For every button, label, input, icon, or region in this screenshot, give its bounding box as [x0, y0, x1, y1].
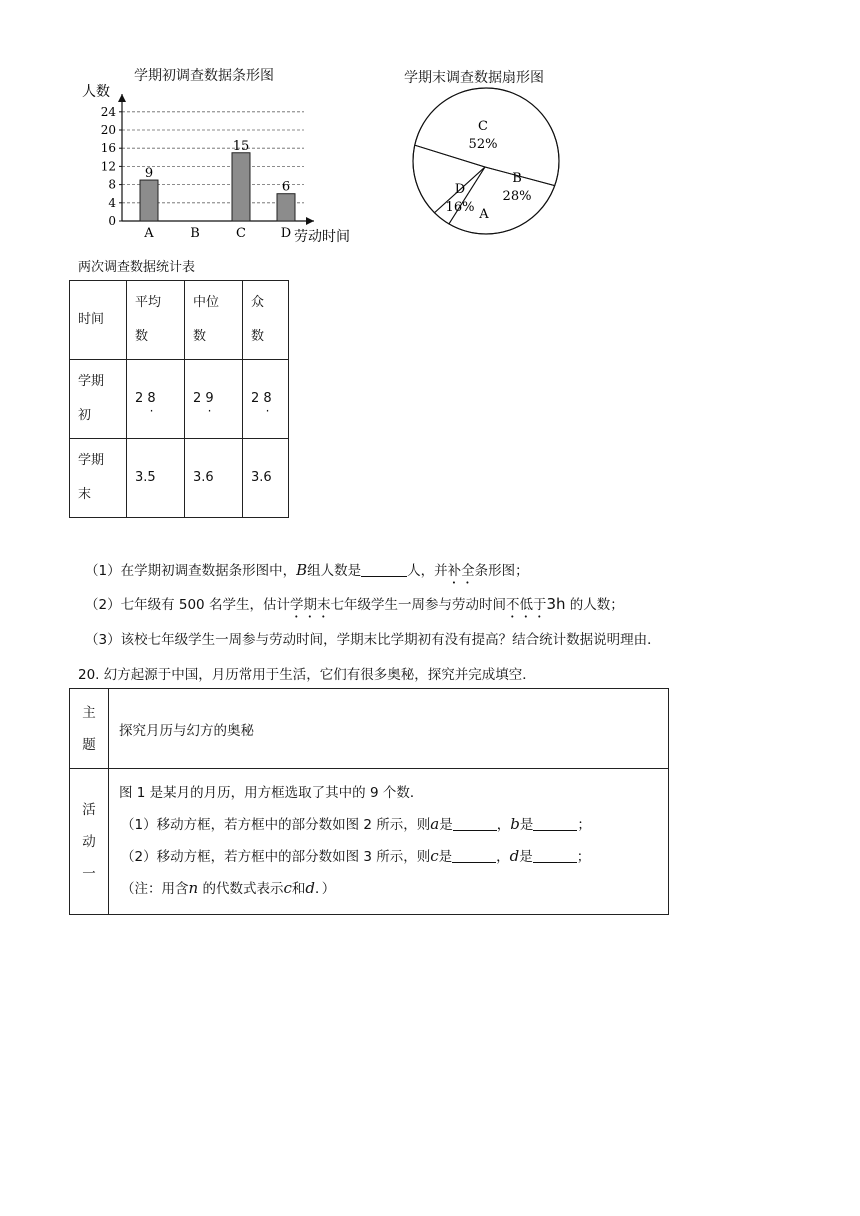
slice-percent: 16%	[445, 200, 475, 215]
x-tick-label: C	[236, 226, 246, 241]
answer-blank	[452, 849, 496, 864]
row-label: 学期 初	[70, 360, 127, 439]
x-axis-label: 劳动时间	[294, 229, 350, 245]
y-tick-label: 16	[100, 141, 116, 156]
stats-table	[69, 280, 289, 518]
theme-text: 探究月历与幻方的奥秘	[109, 689, 669, 769]
bar-chart	[78, 80, 368, 260]
header-cell: 时间	[70, 281, 127, 360]
question-1: （1）在学期初调查数据条形图中，B组人数是 人，并补全条形图；	[85, 561, 529, 579]
x-axis-arrow	[306, 217, 314, 225]
bar-A	[140, 180, 158, 221]
slice-label: C	[478, 119, 488, 134]
data-label: 15	[232, 138, 250, 154]
data-label: 6	[281, 179, 291, 195]
table-cell: 2 9 ·	[185, 360, 243, 439]
bar-C	[232, 153, 250, 221]
answer-blank	[453, 817, 497, 832]
activity-line: 图 1 是某月的月历，用方框选取了其中的 9 个数．	[119, 785, 424, 801]
answer-blank	[361, 563, 407, 578]
table-cell: 2 8 ·	[243, 360, 289, 439]
y-tick-label: 0	[108, 214, 116, 228]
data-label: 9	[144, 166, 154, 182]
answer-blank	[533, 817, 577, 832]
slice-label: A	[479, 207, 489, 222]
theme-label: 主 题	[70, 689, 109, 769]
answer-blank	[533, 849, 577, 864]
activity-label: 活 动 一	[70, 769, 109, 915]
slice-percent: 52%	[468, 137, 498, 152]
table-row	[70, 360, 289, 439]
activity-content	[109, 769, 669, 915]
activity-line: （注：用含n 的代数式表示c和d．）	[121, 879, 336, 897]
header-cell: 平均 数	[127, 281, 185, 360]
header-cell: 中位 数	[185, 281, 243, 360]
pie-chart-title: 学期末调查数据扇形图	[404, 70, 544, 86]
y-axis-arrow	[118, 94, 126, 102]
y-tick-label: 8	[108, 177, 116, 192]
table-cell: 3.5	[127, 439, 185, 518]
header-cell: 众 数	[243, 281, 289, 360]
slice-percent: 28%	[502, 189, 532, 204]
slice-label: D	[454, 182, 466, 197]
table-cell: 3.6	[243, 439, 289, 518]
x-tick-label: A	[144, 226, 154, 241]
table-cell: 2 8 ·	[127, 360, 185, 439]
y-axis-label: 人数	[82, 84, 110, 100]
activity-line: （1）移动方框，若方框中的部分数如图 2 所示，则a是 ，b是 ；	[121, 815, 591, 833]
y-tick-label: 12	[100, 159, 116, 174]
bar-D	[277, 194, 295, 221]
table-row	[70, 439, 289, 518]
theme-row	[70, 689, 669, 769]
question-3: （3）该校七年级学生一周参与劳动时间，学期末比学期初有没有提高？结合统计数据说明理由．	[85, 632, 661, 648]
x-tick-label: B	[190, 226, 200, 241]
activity-table	[69, 688, 669, 915]
table-header-row	[70, 281, 289, 360]
bar-chart-title: 学期初调查数据条形图	[134, 68, 274, 84]
pie-chart	[412, 86, 562, 236]
activity-row	[70, 769, 669, 915]
row-label: 学期 末	[70, 439, 127, 518]
slice-label: B	[512, 171, 522, 186]
y-tick-label: 24	[100, 104, 116, 119]
problem-20: 20. 幻方起源于中国，月历常用于生活，它们有很多奥秘，探究并完成填空．	[78, 667, 536, 683]
activity-line: （2）移动方框，若方框中的部分数如图 3 所示，则c是 ，d是 ；	[121, 847, 591, 865]
y-tick-label: 20	[100, 123, 116, 137]
table-cell: 3.6	[185, 439, 243, 518]
y-tick-label: 4	[108, 195, 116, 210]
table-title: 两次调查数据统计表	[78, 260, 196, 275]
x-tick-label: D	[280, 226, 292, 241]
question-2: （2）七年级有 500 名学生，估计学期末七年级学生一周参与劳动时间不低于3h 的人数；	[85, 595, 624, 613]
